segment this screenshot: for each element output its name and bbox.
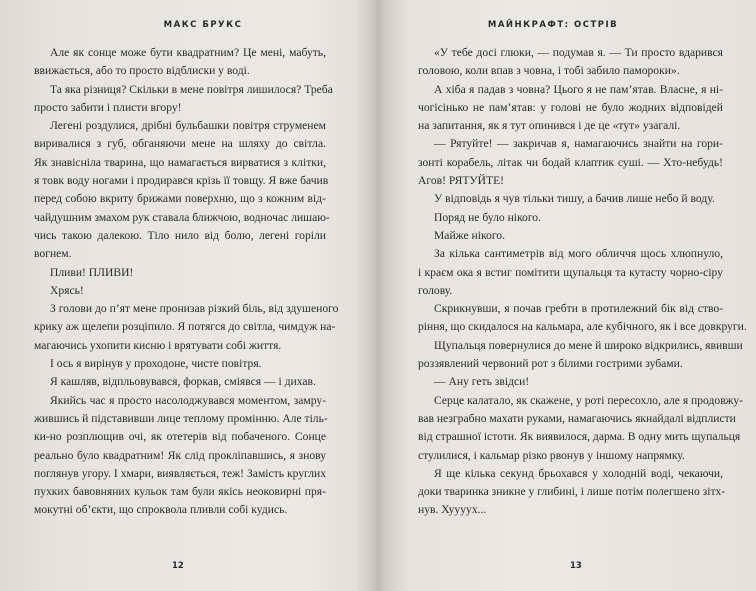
text-line: Як знавісніла тварина, що намагається вирватися з клітки, xyxy=(34,155,326,169)
text-line: зонті корабель, літак чи бодай клаптик суші. — Хто-небудь! xyxy=(418,155,723,169)
text-line: Щупальця повернулися до мене й широко відкрились, явивши xyxy=(434,338,743,352)
text-line: жившись й підставивши лице теплому промінню. Але тіль- xyxy=(34,411,328,425)
text-line: Хрясь! xyxy=(50,283,84,297)
left-page xyxy=(0,0,376,591)
text-line: головою, коли впав з човна, і тобі забило памороки». xyxy=(418,64,680,78)
text-line: ввижається, або то просто відблиски у воді. xyxy=(34,64,250,78)
text-line: А хіба я падав з човна? Цього я не пам’ятав. Власне, я ні- xyxy=(434,82,723,96)
text-line: перед собою вкриту брижами поверхню, що з кожним від- xyxy=(34,192,326,206)
text-line: від страшної істоти. Як виявилося, дарма. В одну мить щупальця xyxy=(418,430,741,444)
text-line: голову. xyxy=(418,283,453,297)
text-line: — Рятуйте! — закричав я, намагаючись знайти на гори- xyxy=(434,137,723,151)
text-line: Я ще кілька секунд брьохався у холодній воді, чекаючи, xyxy=(434,466,723,480)
text-line: Легені роздулися, дрібні бульбашки повітря струменем xyxy=(50,119,326,133)
text-line: Скрикнувши, я почав гребти в протилежний бік від ство- xyxy=(434,302,723,316)
text-line: Я кашляв, відпльовувався, форкав, сміявся — і дихав. xyxy=(50,375,316,389)
text-line: виривалися з губ, обганяючи мене на шляху до світла. xyxy=(34,137,326,151)
running-head: МАКС БРУКС xyxy=(163,20,243,30)
text-line: — Ану геть звідси! xyxy=(434,375,530,389)
text-line: За кілька сантиметрів від мого обличчя щось хлюпнуло, xyxy=(434,247,723,261)
text-line: поглянув угору. І хмари, виявляється, теж! Замість круглих xyxy=(34,466,326,480)
text-line: вогнем. xyxy=(34,247,72,261)
text-line: З голови до п’ят мене пронизав різкий біль, від здушеного xyxy=(50,302,339,316)
page-number: 12 xyxy=(172,561,184,571)
text-line: «У тебе досі глюки, — подумав я. — Ти просто вдарився xyxy=(434,46,723,59)
text-line: я товк воду ногами і продирався крізь її товщу. Я вже бачив xyxy=(34,174,329,188)
text-line: чогісінько не пам’ятав: у голові не було жодних відповідей xyxy=(418,100,723,114)
text-line: доки тваринка зникне у глибині, і лише потім полегшено зітх- xyxy=(418,485,726,499)
text-line: ки-но розплющив очі, як отетерів від побаченого. Сонце xyxy=(34,430,326,444)
right-page xyxy=(380,0,756,591)
text-line: вав незграбно махати руками, намагаючись якнайдалі відплисти xyxy=(418,411,736,425)
text-line: Поряд не було нікого. xyxy=(434,210,541,224)
text-line: магаючись ухопити кисню і врятувати собі життя. xyxy=(34,338,282,352)
text-line: Але як сонце може бути квадратним? Це мені, мабуть, xyxy=(50,46,326,59)
text-line: на запитання, як я тут опинився і де це «тут» узагалі. xyxy=(418,119,681,133)
text-line: чайдушним змахом рук ставала ближчою, водночас лишаю- xyxy=(34,210,330,224)
text-line: мокутні об’єкти, що спроквола пливли собі кудись. xyxy=(34,503,288,517)
text-line: Серце калатало, як скажене, у роті пересохло, але я продовжу- xyxy=(434,393,744,407)
text-line: реально було квадратним! Як слід проклiпавшись, я знову xyxy=(34,448,326,462)
page-text xyxy=(34,44,339,520)
text-line: роззявлений червоний рот з білими гострими зубами. xyxy=(418,357,683,371)
text-line: нув. Хуууух... xyxy=(418,503,487,517)
text-line: Та яка різниця? Скільки в мене повітря лишилося? Треба xyxy=(50,82,333,96)
text-line: стулилися, і кальмар різко рвонув у іншому напрямку. xyxy=(418,448,685,462)
text-line: Майже нікого. xyxy=(434,228,505,242)
running-head: МАЙНКРАФТ: ОСТРІВ xyxy=(487,20,619,30)
text-line: просто забити і плисти вгору! xyxy=(34,100,182,114)
text-line: У відповідь я чув тільки тишу, а бачив лише небо й воду. xyxy=(434,192,715,206)
page-number: 13 xyxy=(570,561,582,571)
text-line: і краєм ока я встиг помітити щупальця та кутасту чорно-сіру xyxy=(418,265,723,279)
text-line: Пливи! ПЛИВИ! xyxy=(50,265,134,279)
text-line: ріння, що скидалося на кальмара, але кубічного, як і все довкруги. xyxy=(418,320,747,334)
text-line: Якийсь час я просто насолоджувався моментом, замру- xyxy=(50,393,326,407)
text-line: Агов! РЯТУЙТЕ! xyxy=(418,174,505,188)
text-line: І ось я вирінув у проходоне, чисте повітря. xyxy=(50,357,262,371)
page-text xyxy=(418,44,747,520)
text-line: пухких бавовняних кульок там були якісь неоковирні пря- xyxy=(34,485,326,499)
text-line: чись такою далекою. Тіло нило від болю, легені горіли xyxy=(34,228,326,242)
text-line: крику аж щелепи розціпило. Я потягся до світла, чимдуж на- xyxy=(34,320,336,334)
